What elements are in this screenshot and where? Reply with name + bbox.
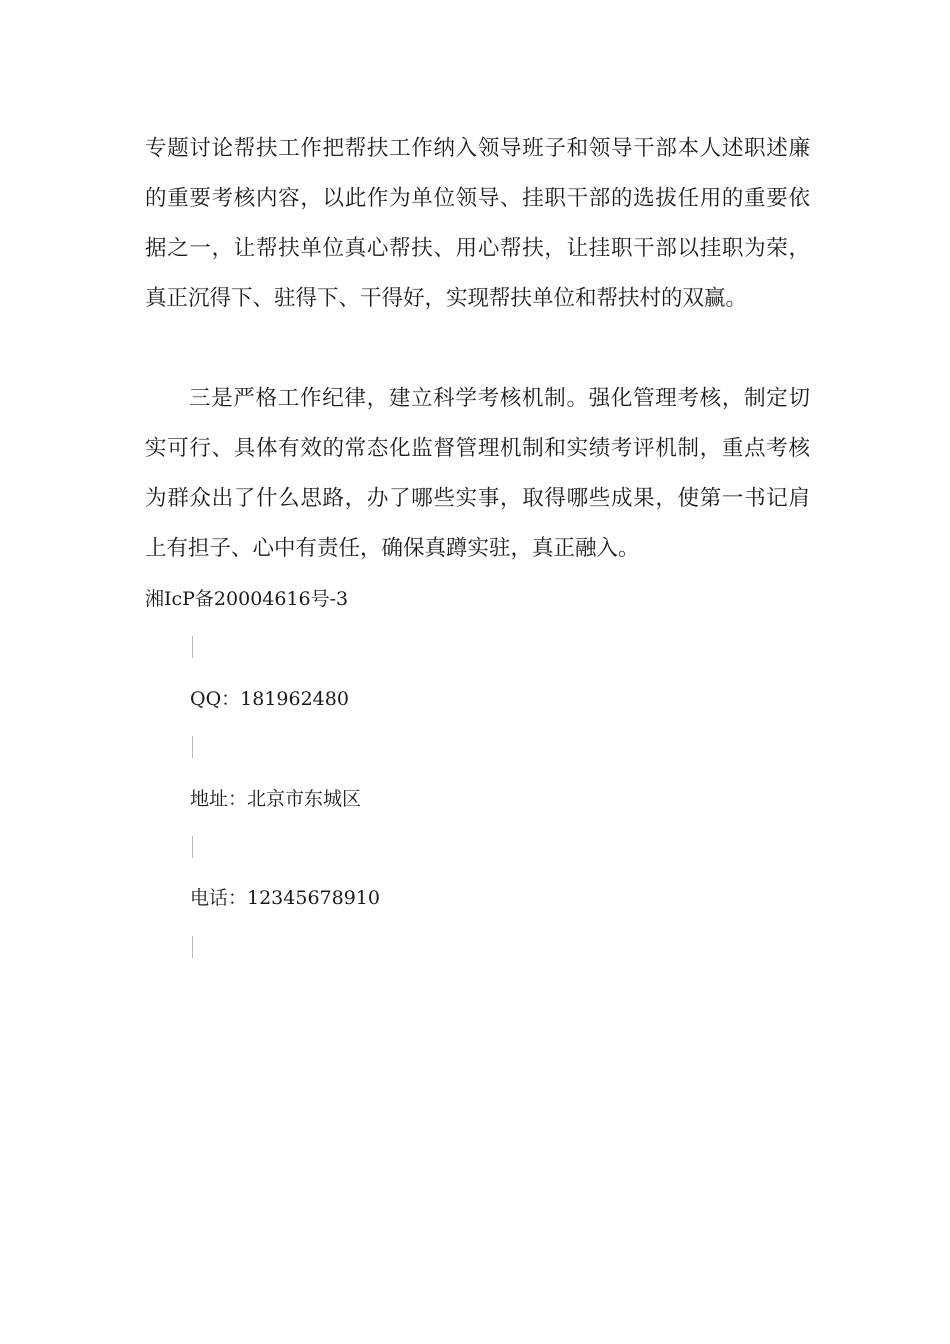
footer-separator [192, 736, 193, 758]
address-contact: 地址：北京市东城区 [190, 788, 362, 810]
footer-separator [192, 936, 193, 958]
qq-contact: QQ：181962480 [190, 688, 349, 710]
footer-separator [192, 636, 193, 658]
body-paragraph-2: 三是严格工作纪律，建立科学考核机制。强化管理考核，制定切实可行、具体有效的常态化监督管理机制和实绩考评机制，重点考核为群众出了什么思路，办了哪些实事，取得哪些成果，使第一书记肩上有担子、心中有责任，确保真蹲实驻，真正融入。 [145, 386, 810, 561]
body-paragraph-1: 专题讨论帮扶工作把帮扶工作纳入领导班子和领导干部本人述职述廉的重要考核内容，以此作为单位领导、挂职干部的选拔任用的重要依据之一，让帮扶单位真心帮扶、用心帮扶，让挂职干部以挂职为荣，真正沉得下、驻得下、干得好，实现帮扶单位和帮扶村的双赢。 [145, 136, 810, 311]
phone-contact: 电话：12345678910 [190, 887, 380, 909]
icp-record-number: 湘IcP备20004616号-3 [145, 588, 349, 610]
footer-separator [192, 836, 193, 858]
